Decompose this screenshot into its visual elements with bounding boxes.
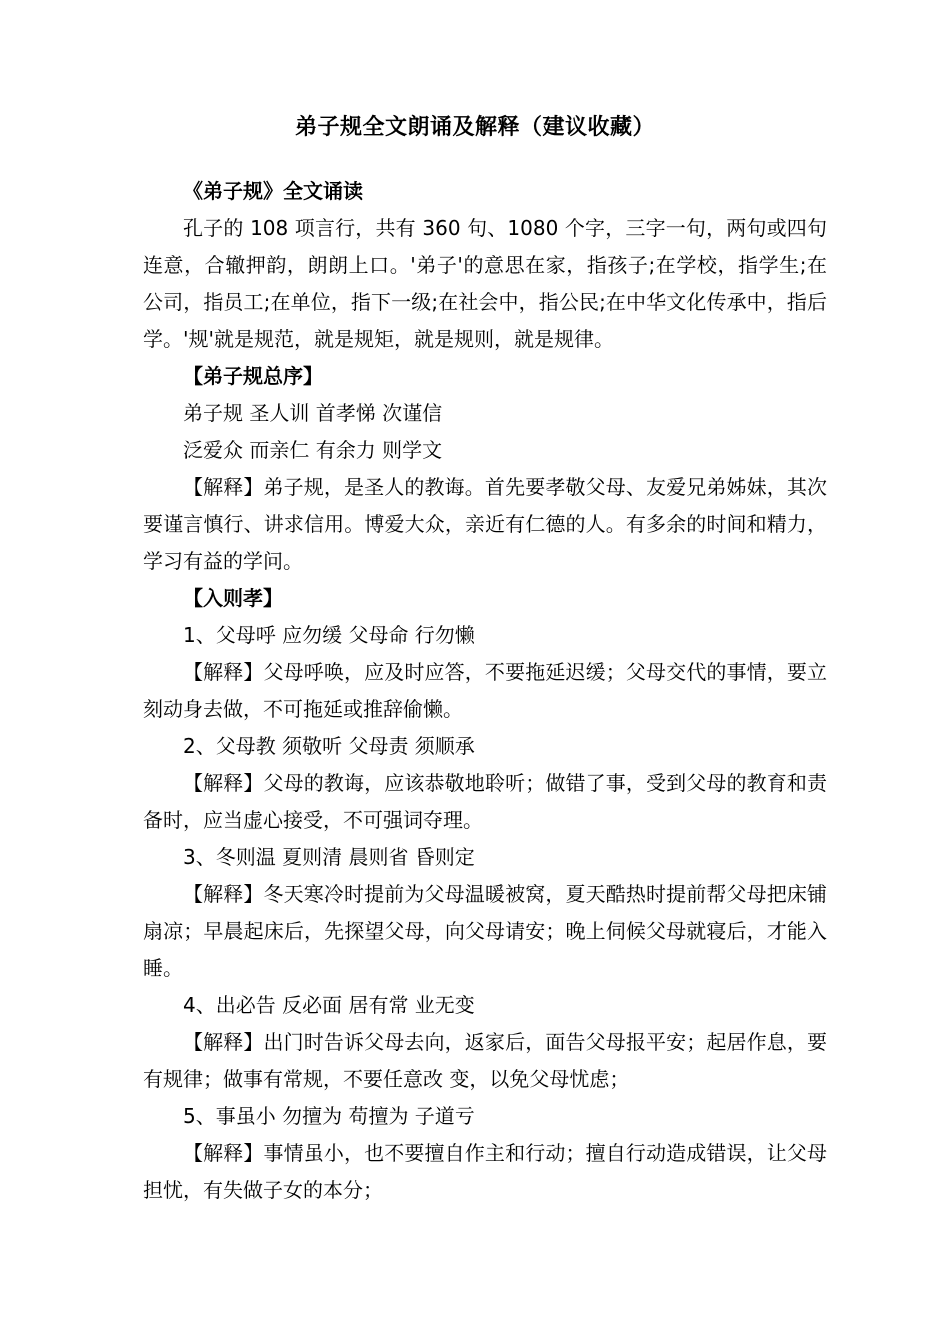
verse-line: 弟子规 圣人训 首孝悌 次谨信 — [183, 401, 443, 425]
explanation-paragraph: 【解释】出门时告诉父母去向，返家后，面告父母报平安；起居作息，要有规律；做事有常规，不要任意改 变，以免父母忧虑； — [143, 1030, 827, 1091]
explanation-paragraph: 【解释】冬天寒冷时提前为父母温暖被窝，夏天酷热时提前帮父母把床铺扇凉；早晨起床后，先探望父母，向父母请安；晚上伺候父母就寝后，才能入睡。 — [143, 882, 827, 980]
verse-line: 2、父母教 须敬听 父母责 须顺承 — [183, 734, 475, 758]
verse-line: 泛爱众 而亲仁 有余力 则学文 — [183, 438, 443, 462]
document-body — [143, 173, 827, 1209]
verse-line: 3、冬则温 夏则清 晨则省 昏则定 — [183, 845, 475, 869]
verse-line: 5、事虽小 勿擅为 苟擅为 子道亏 — [183, 1104, 475, 1128]
section-heading: 【弟子规总序】 — [183, 364, 323, 388]
section-heading: 【入则孝】 — [183, 586, 283, 610]
explanation-paragraph: 【解释】弟子规，是圣人的教诲。首先要孝敬父母、友爱兄弟姊妹，其次要谨言慎行、讲求信用。博爱大众，亲近有仁德的人。有多余的时间和精力，学习有益的学问。 — [143, 475, 827, 573]
explanation-paragraph: 【解释】父母的教诲，应该恭敬地聆听；做错了事，受到父母的教育和责备时，应当虚心接受，不可强词夺理。 — [143, 771, 827, 832]
explanation-paragraph: 【解释】父母呼唤，应及时应答，不要拖延迟缓；父母交代的事情，要立刻动身去做，不可拖延或推辞偷懒。 — [143, 660, 827, 721]
paragraph: 孔子的 108 项言行，共有 360 句、1080 个字，三字一句，两句或四句连意，合辙押韵，朗朗上口。'弟子'的意思在家，指孩子;在学校，指学生;在公司，指员工;在单位，指下一级;在社会中，指公民;在中华文化传承中，指后学。'规'就是规范，就是规矩，就是规则，就是规律。 — [143, 216, 827, 351]
document-title: 弟子规全文朗诵及解释（建议收藏） — [294, 115, 655, 140]
explanation-paragraph: 【解释】事情虽小，也不要擅自作主和行动；擅自行动造成错误，让父母担忧，有失做子女的本分； — [143, 1141, 827, 1202]
verse-line: 1、父母呼 应勿缓 父母命 行勿懒 — [183, 623, 475, 647]
section-heading: 《弟子规》全文诵读 — [183, 179, 363, 203]
verse-line: 4、出必告 反必面 居有常 业无变 — [183, 993, 475, 1017]
